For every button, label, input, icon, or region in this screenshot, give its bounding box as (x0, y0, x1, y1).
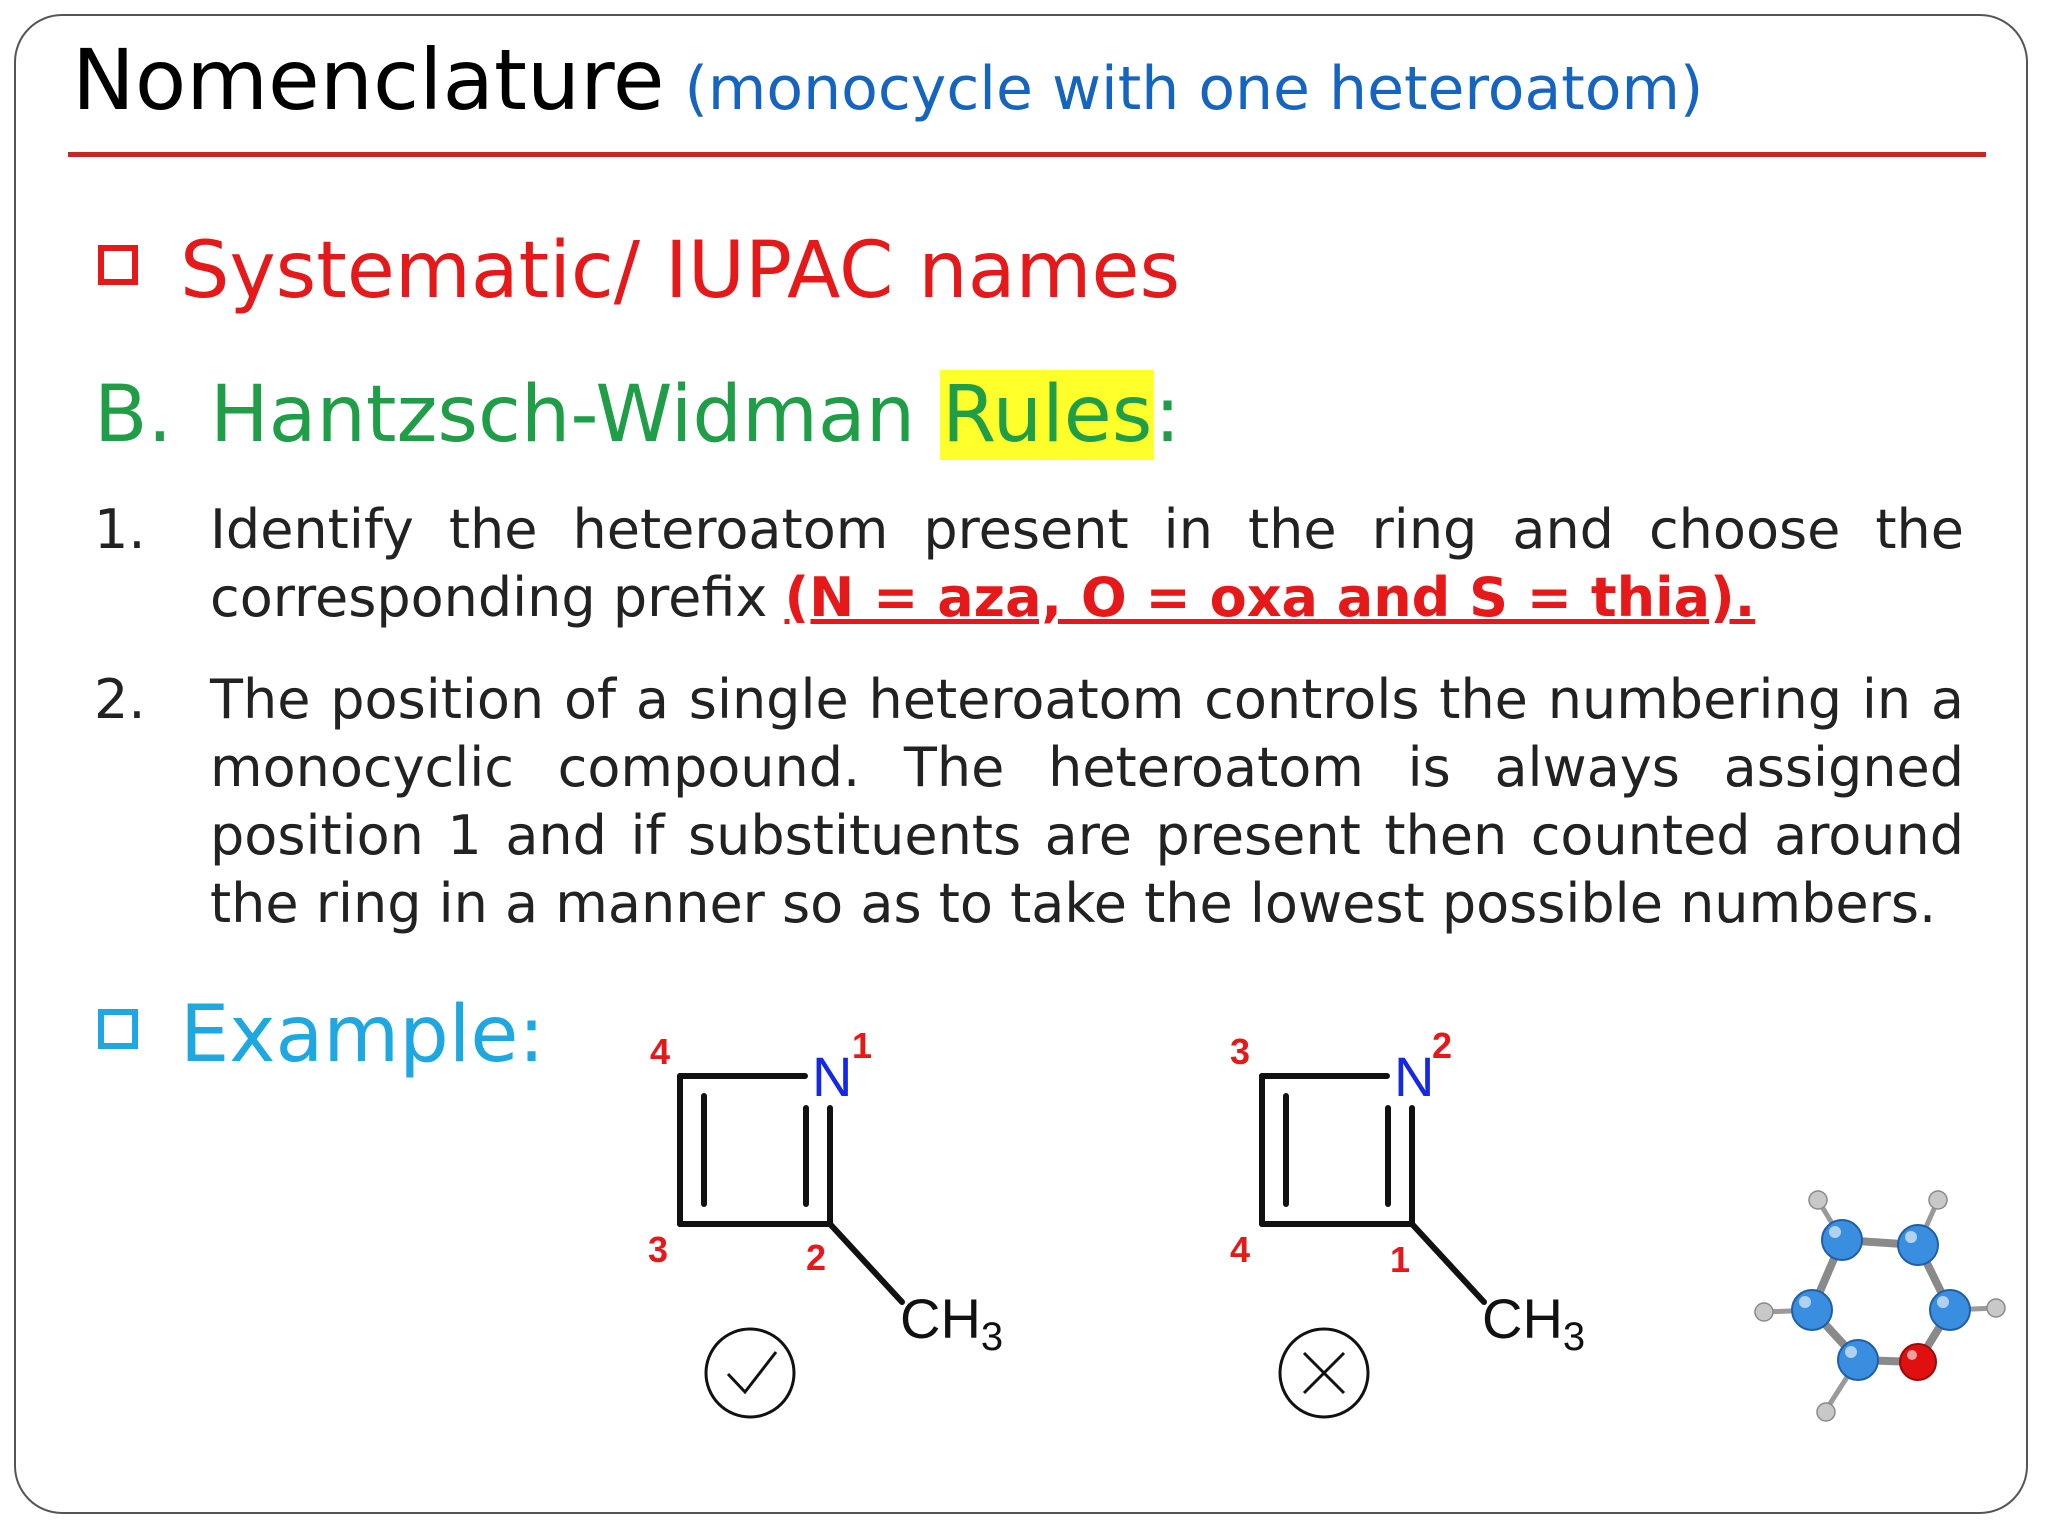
title-main: Nomenclature (72, 31, 665, 129)
position-label: 1 (1390, 1239, 1411, 1280)
section-marker: B. (94, 370, 173, 460)
bullet-systematic-text: Systematic/ IUPAC names (180, 226, 1181, 316)
section-heading-text: Hantzsch-Widman (210, 370, 940, 460)
rule-text: The position of a single heteroatom controls the numbering in a monocyclic compound. The heteroatom is always assigned position 1 and if substituents are present then counted around the ring in a manner so as to take the lowest possible numbers. (210, 668, 1964, 935)
rule-text (210, 496, 1964, 632)
rule-item-2 (94, 666, 1964, 938)
position-label: 4 (1230, 1229, 1251, 1270)
position-label: 2 (806, 1237, 827, 1278)
nitrogen-atom: N (1394, 1045, 1435, 1108)
title-subtitle: (monocycle with one heteroatom) (684, 54, 1704, 124)
bullet-example (98, 990, 545, 1080)
position-label: 2 (1432, 1025, 1453, 1066)
title-underline (68, 152, 1986, 157)
rule-number: 2. (94, 668, 146, 731)
rule-body: Identify the heteroatom present in the ring and choose the corresponding prefix (210, 498, 1964, 629)
highlighted-rules-word: Rules (941, 370, 1153, 460)
methyl-group: $CH_3$ (900, 1287, 1004, 1359)
rule-item-1 (94, 496, 1964, 632)
position-label: 4 (650, 1031, 671, 1072)
bullet-example-text: Example: (180, 990, 545, 1080)
square-bullet-icon (98, 1009, 138, 1049)
slide-title (72, 31, 1704, 129)
square-bullet-icon (98, 245, 138, 285)
position-label: 3 (1230, 1031, 1251, 1072)
section-heading-b (94, 370, 1181, 460)
position-label: 1 (852, 1025, 873, 1066)
nitrogen-atom: N (812, 1045, 853, 1108)
position-label: 3 (648, 1229, 669, 1270)
prefix-highlight: (N = aza, O = oxa and S = thia). (784, 566, 1756, 629)
methyl-group: $CH_3$ (1482, 1287, 1586, 1359)
rule-number: 1. (94, 498, 146, 561)
bullet-systematic (98, 226, 1180, 316)
section-heading-colon: : (1154, 370, 1181, 460)
